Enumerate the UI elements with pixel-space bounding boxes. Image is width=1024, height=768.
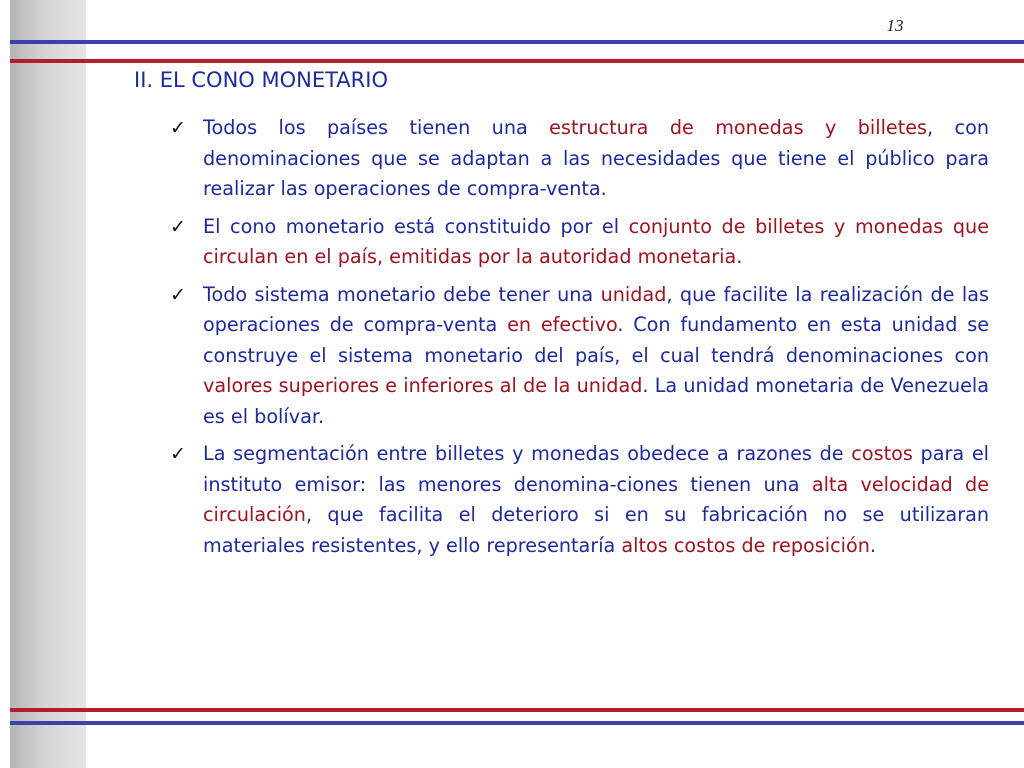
emphasis-text: en efectivo bbox=[507, 313, 618, 336]
emphasis-text: valores superiores e inferiores al de la unidad bbox=[203, 374, 643, 397]
bullet-text: , que facilite la realización de las operaciones de compra-venta bbox=[203, 282, 989, 336]
bullet-text: La segmentación entre billetes y monedas obedece a razones de bbox=[203, 442, 852, 465]
bottom-blue-rule bbox=[10, 721, 1024, 725]
emphasis-text: estructura de monedas y billetes bbox=[549, 116, 928, 139]
bullet-item bbox=[170, 280, 989, 433]
bullet-item bbox=[170, 439, 989, 561]
bullet-item bbox=[170, 212, 989, 273]
emphasis-text: costos bbox=[851, 442, 913, 465]
checkmark-icon: ✓ bbox=[170, 443, 186, 465]
bullet-text: . bbox=[736, 245, 743, 268]
checkmark-icon: ✓ bbox=[170, 117, 186, 139]
emphasis-text: altos costos de reposición bbox=[621, 533, 870, 557]
bullet-text: . La unidad monetaria de Venezuela es el bolívar. bbox=[203, 374, 990, 428]
bottom-red-rule bbox=[10, 708, 1024, 712]
bullet-text: Todo sistema monetario debe tener una bbox=[203, 282, 601, 306]
bullet-text: . bbox=[869, 533, 876, 557]
top-red-rule bbox=[10, 59, 1024, 63]
bullet-text: Todos los países tienen una bbox=[203, 116, 550, 139]
left-gray-sidebar bbox=[10, 0, 86, 768]
emphasis-text: unidad bbox=[600, 282, 667, 306]
emphasis-text: conjunto de billetes y monedas que circulan en el país, emitidas por la autoridad monetaria bbox=[203, 214, 989, 268]
checkmark-icon: ✓ bbox=[170, 283, 186, 306]
bullet-text: El cono monetario está constituido por el bbox=[203, 214, 629, 238]
checkmark-icon: ✓ bbox=[170, 215, 186, 238]
top-blue-rule bbox=[10, 40, 1024, 44]
emphasis-text: alta velocidad de circulación bbox=[203, 472, 990, 526]
bullet-item bbox=[170, 113, 989, 205]
bullet-text: , que facilita el deterioro si en su fabricación no se utilizaran materiales resistentes, y ello representaría bbox=[203, 503, 989, 557]
slide-title: II. EL CONO MONETARIO bbox=[134, 68, 388, 92]
page-number: 13 bbox=[886, 16, 904, 35]
bullet-text: para el instituto emisor: las menores denomina-ciones tienen una bbox=[203, 442, 989, 496]
bullet-text: . Con fundamento en esta unidad se construye el sistema monetario del país, el cual tendrá denominaciones con bbox=[203, 313, 989, 367]
bullet-list bbox=[170, 113, 989, 568]
bullet-text: , con denominaciones que se adaptan a las necesidades que tiene el público para realizar las operaciones de compra-venta. bbox=[203, 116, 990, 200]
